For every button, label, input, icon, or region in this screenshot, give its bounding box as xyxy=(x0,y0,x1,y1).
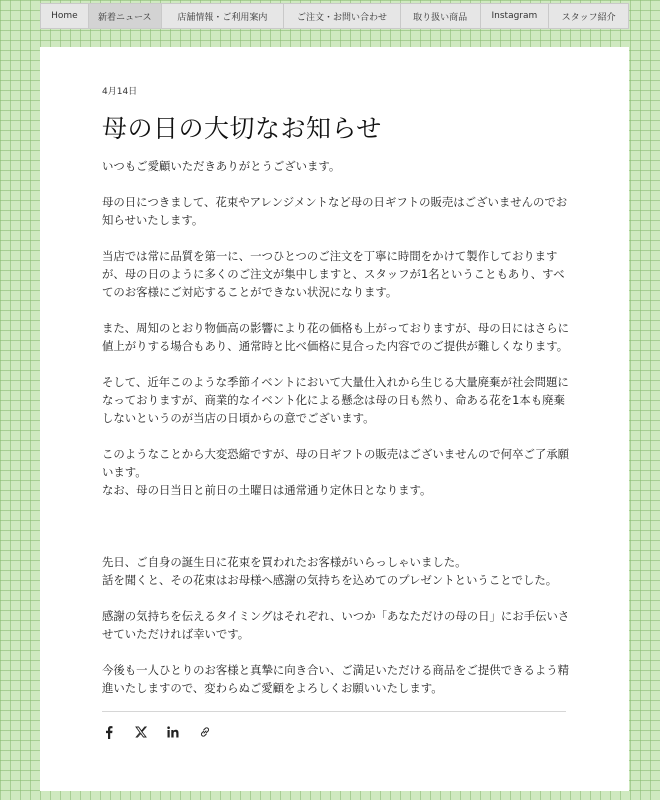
nav-item-home[interactable]: Home xyxy=(41,4,89,28)
nav-item-store-info[interactable]: 店舗情報・ご利用案内 xyxy=(162,4,285,28)
post-paragraph xyxy=(102,373,568,427)
paragraph-line: しないというのが当店の日頃からの意でございます。 xyxy=(102,411,375,425)
paragraph-line: 今後も一人ひとりのお客様と真摯に向き合い、ご満足いただける商品をご提供できるよう精 xyxy=(102,663,570,677)
paragraph-line: 感謝の気持ちを伝えるタイミングはそれぞれ、いつか「あなただけの母の日」にお手伝いさ xyxy=(102,609,570,623)
post-paragraph xyxy=(102,607,568,643)
paragraph-line: 母の日につきまして、花束やアレンジメントなど母の日ギフトの販売はございませんのでお xyxy=(102,195,568,209)
post-paragraph xyxy=(102,157,568,175)
linkedin-icon[interactable] xyxy=(166,725,180,739)
nav-item-products[interactable]: 取り扱い商品 xyxy=(401,4,481,28)
paragraph-line: います。 xyxy=(102,465,147,479)
paragraph-line: 値上がりする場合もあり、通常時と比べ価格に見合った内容でのご提供が難しくなります。 xyxy=(102,339,569,353)
paragraph-line: 知らせいたします。 xyxy=(102,213,204,227)
paragraph-line: てのお客様にご対応することができない状況になります。 xyxy=(102,285,398,299)
paragraph-line: なお、母の日当日と前日の土曜日は通常通り定休日となります。 xyxy=(102,483,432,497)
post-title: 母の日の大切なお知らせ xyxy=(102,114,382,143)
share-divider xyxy=(102,711,566,712)
post-paragraph xyxy=(102,445,568,499)
paragraph-line: いつもご愛顧いただきありがとうございます。 xyxy=(102,159,341,173)
share-bar xyxy=(102,725,212,739)
x-icon[interactable] xyxy=(134,725,148,739)
post-body xyxy=(102,157,568,715)
paragraph-line: せていただければ幸いです。 xyxy=(102,627,250,641)
post-date: 4月14日 xyxy=(102,87,138,97)
facebook-icon[interactable] xyxy=(102,725,116,739)
paragraph-line: なっておりますが、商業的なイベント化による懸念は母の日も然り、命ある花を1本も廃棄 xyxy=(102,393,565,407)
post-paragraph xyxy=(102,319,568,355)
nav-item-staff[interactable]: スタッフ紹介 xyxy=(561,12,616,23)
post-paragraph xyxy=(102,193,568,229)
nav-item-news[interactable]: 新着ニュース xyxy=(89,4,162,28)
post-paragraph xyxy=(102,661,568,697)
post-card xyxy=(40,47,629,791)
nav-item-instagram[interactable]: Instagram xyxy=(481,4,550,28)
paragraph-line: 先日、ご自身の誕生日に花束を買われたお客様がいらっしゃいました。 xyxy=(102,555,467,569)
post-paragraph xyxy=(102,247,568,301)
section-spacer xyxy=(102,517,568,553)
paragraph-line: 当店では常に品質を第一に、一つひとつのご注文を丁寧に時間をかけて製作しております xyxy=(102,249,558,263)
paragraph-line: そして、近年このような季節イベントにおいて大量仕入れから生じる大量廃棄が社会問題に xyxy=(102,375,569,389)
link-icon[interactable] xyxy=(198,725,212,739)
nav-item-order-contact[interactable]: ご注文・お問い合わせ xyxy=(284,4,401,28)
paragraph-line: また、周知のとおり物価高の影響により花の価格も上がっておりますが、母の日にはさらに xyxy=(102,321,570,335)
post-paragraph xyxy=(102,553,568,589)
paragraph-line: このようなことから大変恐縮ですが、母の日ギフトの販売はございませんので何卒ご了承願 xyxy=(102,447,570,461)
paragraph-line: 話を聞くと、その花束はお母様へ感謝の気持ちを込めてのプレゼントということでした。 xyxy=(102,573,558,587)
paragraph-line: が、母の日のように多くのご注文が集中しますと、スタッフが1名ということもあり、すべ xyxy=(102,267,565,281)
paragraph-line: 進いたしますので、変わらぬご愛顧をよろしくお願いいたします。 xyxy=(102,681,443,695)
top-navigation xyxy=(40,3,629,29)
